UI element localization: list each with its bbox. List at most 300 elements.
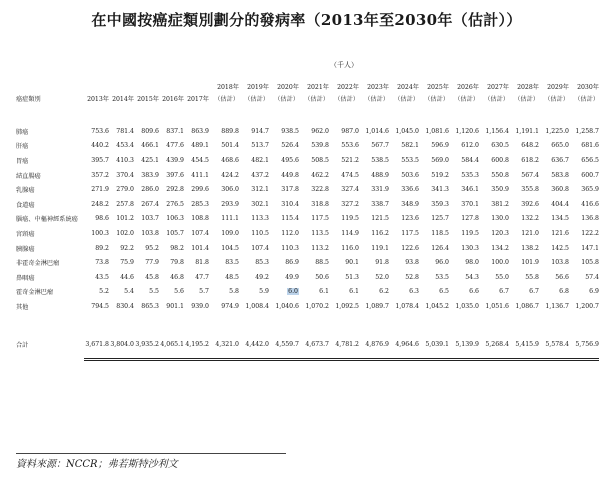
value-cell: 116.0 — [341, 244, 359, 252]
value-cell: 503.6 — [401, 171, 419, 179]
value-cell: 293.9 — [221, 200, 239, 208]
value-cell: 101.2 — [116, 215, 134, 223]
value-cell: 519.2 — [431, 171, 449, 179]
value-cell: 600.7 — [581, 171, 599, 179]
value-cell: 90.1 — [345, 259, 359, 267]
value-cell: 327.4 — [341, 186, 359, 194]
value-cell: 355.8 — [521, 186, 539, 194]
value-cell: 656.5 — [581, 156, 599, 164]
year-column-header: 2028年 （估計） — [514, 84, 539, 103]
value-cell: 439.9 — [166, 156, 184, 164]
value-cell: 285.3 — [191, 200, 209, 208]
value-cell: 681.6 — [581, 142, 599, 150]
category-column-header: 癌症類別 — [16, 96, 41, 103]
year-column-header: 2018年 （估計） — [214, 84, 239, 103]
value-cell: 115.4 — [281, 215, 299, 223]
value-cell: 535.3 — [461, 171, 479, 179]
value-cell: 121.6 — [551, 229, 569, 237]
value-cell: 322.8 — [311, 186, 329, 194]
value-cell: 134.2 — [491, 244, 509, 252]
value-cell: 1,225.0 — [545, 127, 569, 135]
row-label: 腦癌、中樞神經系統癌 — [16, 216, 78, 224]
value-cell: 5,578.4 — [545, 341, 569, 349]
value-cell: 397.6 — [166, 171, 184, 179]
value-cell: 1,156.4 — [485, 127, 509, 135]
row-label: 結直腸癌 — [16, 172, 41, 180]
value-cell: 49.9 — [285, 273, 299, 281]
value-cell: 98.2 — [170, 244, 184, 252]
value-cell: 103.8 — [141, 229, 159, 237]
row-label: 胃癌 — [16, 157, 29, 165]
value-cell: 3,671.8 — [85, 341, 109, 349]
value-cell: 425.1 — [141, 156, 159, 164]
row-label: 乳腺癌 — [16, 187, 35, 195]
value-cell: 567.7 — [371, 142, 389, 150]
value-cell: 1,035.0 — [455, 302, 479, 310]
value-cell: 119.1 — [371, 244, 389, 252]
year-column-header: 2023年 （估計） — [364, 84, 389, 103]
value-cell: 6.9 — [589, 288, 599, 296]
table-row — [16, 124, 599, 139]
value-cell: 100.3 — [91, 229, 109, 237]
value-cell: 130.0 — [491, 215, 509, 223]
value-cell: 86.9 — [285, 259, 299, 267]
value-cell: 1,089.7 — [365, 302, 389, 310]
row-label: 霍奇金淋巴瘤 — [16, 289, 54, 297]
value-cell: 55.8 — [525, 273, 539, 281]
value-cell: 45.8 — [145, 273, 159, 281]
value-cell: 122.2 — [581, 229, 599, 237]
value-cell: 482.1 — [251, 156, 269, 164]
value-cell: 5.7 — [199, 288, 209, 296]
value-cell: 538.5 — [371, 156, 389, 164]
value-cell: 103.8 — [551, 259, 569, 267]
value-cell: 553.5 — [401, 156, 419, 164]
value-cell: 5,139.9 — [455, 341, 479, 349]
value-cell: 122.6 — [401, 244, 419, 252]
table-row — [16, 270, 599, 285]
value-cell: 5.6 — [174, 288, 184, 296]
value-cell: 95.2 — [145, 244, 159, 252]
value-cell: 107.4 — [251, 244, 269, 252]
value-cell: 302.1 — [251, 200, 269, 208]
value-cell: 327.2 — [341, 200, 359, 208]
value-cell: 54.3 — [465, 273, 479, 281]
value-cell: 93.8 — [405, 259, 419, 267]
row-label: 肺癌 — [16, 128, 29, 136]
value-cell: 100.0 — [491, 259, 509, 267]
value-cell: 630.5 — [491, 142, 509, 150]
value-cell: 89.2 — [95, 244, 109, 252]
value-cell: 292.8 — [166, 186, 184, 194]
value-cell: 106.3 — [166, 215, 184, 223]
value-cell: 276.5 — [166, 200, 184, 208]
value-cell: 5.5 — [149, 288, 159, 296]
year-column-header: 2022年 （估計） — [334, 84, 359, 103]
value-cell: 474.5 — [341, 171, 359, 179]
value-cell: 596.9 — [431, 142, 449, 150]
table-row — [16, 255, 599, 270]
value-cell: 794.5 — [91, 302, 109, 310]
value-cell: 1,040.6 — [275, 302, 299, 310]
value-cell: 648.2 — [521, 142, 539, 150]
value-cell: 5.4 — [124, 288, 134, 296]
value-cell: 52.0 — [375, 273, 389, 281]
value-cell: 939.0 — [191, 302, 209, 310]
value-cell: 103.7 — [141, 215, 159, 223]
value-cell: 331.9 — [371, 186, 389, 194]
value-cell: 55.0 — [495, 273, 509, 281]
value-cell: 312.1 — [251, 186, 269, 194]
value-cell: 416.6 — [581, 200, 599, 208]
value-cell: 468.6 — [221, 156, 239, 164]
value-cell: 359.3 — [431, 200, 449, 208]
value-cell: 1,008.4 — [245, 302, 269, 310]
value-cell: 938.5 — [281, 127, 299, 135]
value-cell: 3,804.0 — [110, 341, 134, 349]
value-cell: 411.1 — [191, 171, 209, 179]
table-row — [16, 197, 599, 212]
value-cell: 119.5 — [461, 229, 479, 237]
value-cell: 489.1 — [191, 142, 209, 150]
value-cell: 111.1 — [221, 215, 239, 223]
value-cell: 77.9 — [145, 259, 159, 267]
value-cell: 6.3 — [409, 288, 419, 296]
value-cell: 5,756.9 — [575, 341, 599, 349]
value-cell: 4,065.1 — [160, 341, 184, 349]
value-cell: 318.8 — [311, 200, 329, 208]
year-column-header: 2026年 （估計） — [454, 84, 479, 103]
value-cell: 521.2 — [341, 156, 359, 164]
value-cell: 1,191.1 — [515, 127, 539, 135]
value-cell: 134.5 — [551, 215, 569, 223]
value-cell: 449.8 — [281, 171, 299, 179]
value-cell: 466.1 — [141, 142, 159, 150]
value-cell: 117.5 — [311, 215, 329, 223]
value-cell: 51.3 — [345, 273, 359, 281]
value-cell: 4,442.0 — [245, 341, 269, 349]
value-cell: 109.0 — [221, 229, 239, 237]
value-cell: 809.6 — [141, 127, 159, 135]
value-cell: 830.4 — [116, 302, 134, 310]
value-cell: 357.2 — [91, 171, 109, 179]
value-cell: 104.5 — [221, 244, 239, 252]
page-title: 在中國按癌症類別劃分的發病率（2013年至2030年（估計）） — [91, 11, 522, 29]
value-cell: 132.2 — [521, 215, 539, 223]
value-cell: 348.9 — [401, 200, 419, 208]
value-cell: 477.6 — [166, 142, 184, 150]
value-cell: 381.2 — [491, 200, 509, 208]
value-cell: 279.0 — [116, 186, 134, 194]
value-cell: 600.8 — [491, 156, 509, 164]
value-cell: 553.6 — [341, 142, 359, 150]
value-cell: 113.2 — [311, 244, 329, 252]
value-cell: 5.8 — [229, 288, 239, 296]
value-cell: 48.5 — [225, 273, 239, 281]
value-cell: 6.1 — [349, 288, 359, 296]
value-cell: 1,120.6 — [455, 127, 479, 135]
value-cell: 1,092.5 — [335, 302, 359, 310]
value-cell: 370.1 — [461, 200, 479, 208]
value-cell: 6.1 — [319, 288, 329, 296]
value-cell: 118.5 — [431, 229, 449, 237]
value-cell: 612.0 — [461, 142, 479, 150]
value-cell: 101.9 — [521, 259, 539, 267]
value-cell: 437.2 — [251, 171, 269, 179]
value-cell: 410.3 — [116, 156, 134, 164]
year-column-header: 2029年 （估計） — [544, 84, 569, 103]
value-cell: 147.1 — [581, 244, 599, 252]
value-cell: 286.0 — [141, 186, 159, 194]
value-cell: 6.0 — [288, 288, 298, 296]
value-cell: 1,078.4 — [395, 302, 419, 310]
year-column-header: 2014年 — [112, 96, 134, 103]
row-label: 鼻咽癌 — [16, 274, 35, 282]
value-cell: 75.9 — [120, 259, 134, 267]
table-row — [16, 168, 599, 183]
value-cell: 4,559.7 — [275, 341, 299, 349]
value-cell: 50.6 — [315, 273, 329, 281]
value-cell: 123.6 — [401, 215, 419, 223]
value-cell: 317.8 — [281, 186, 299, 194]
value-cell: 88.5 — [315, 259, 329, 267]
value-cell: 299.6 — [191, 186, 209, 194]
value-cell: 46.8 — [170, 273, 184, 281]
value-cell: 5,039.1 — [425, 341, 449, 349]
value-cell: 350.9 — [491, 186, 509, 194]
value-cell: 1,136.7 — [545, 302, 569, 310]
value-cell: 4,195.2 — [185, 341, 209, 349]
table-row — [16, 285, 599, 300]
value-cell: 98.6 — [95, 215, 109, 223]
value-cell: 6.2 — [379, 288, 389, 296]
value-cell: 310.4 — [281, 200, 299, 208]
table-row — [16, 153, 599, 168]
value-cell: 83.5 — [225, 259, 239, 267]
value-cell: 665.0 — [551, 142, 569, 150]
incidence-table — [16, 78, 599, 361]
value-cell: 5,415.9 — [515, 341, 539, 349]
value-cell: 110.3 — [281, 244, 299, 252]
unit-label: （千人） — [330, 61, 358, 69]
value-cell: 257.8 — [116, 200, 134, 208]
value-cell: 52.8 — [405, 273, 419, 281]
value-cell: 108.8 — [191, 215, 209, 223]
year-column-header: 2017年 — [187, 96, 209, 103]
value-cell: 338.7 — [371, 200, 389, 208]
value-cell: 440.2 — [91, 142, 109, 150]
table-row — [16, 139, 599, 154]
value-cell: 370.4 — [116, 171, 134, 179]
table-row — [16, 241, 599, 256]
value-cell: 567.4 — [521, 171, 539, 179]
value-cell: 341.3 — [431, 186, 449, 194]
value-cell: 360.8 — [551, 186, 569, 194]
year-column-header: 2021年 （估計） — [304, 84, 329, 103]
value-cell: 395.7 — [91, 156, 109, 164]
value-cell: 636.7 — [551, 156, 569, 164]
value-cell: 1,200.7 — [575, 302, 599, 310]
value-cell: 91.8 — [375, 259, 389, 267]
value-cell: 96.0 — [435, 259, 449, 267]
value-cell: 56.6 — [555, 273, 569, 281]
year-column-header: 2015年 — [137, 96, 159, 103]
year-column-header: 2025年 （估計） — [424, 84, 449, 103]
source-divider — [16, 453, 286, 454]
value-cell: 92.2 — [120, 244, 134, 252]
value-cell: 117.5 — [401, 229, 419, 237]
value-cell: 837.1 — [166, 127, 184, 135]
value-cell: 583.8 — [551, 171, 569, 179]
value-cell: 889.8 — [221, 127, 239, 135]
value-cell: 974.9 — [221, 302, 239, 310]
value-cell: 85.3 — [255, 259, 269, 267]
value-cell: 863.9 — [191, 127, 209, 135]
value-cell: 126.4 — [431, 244, 449, 252]
value-cell: 383.9 — [141, 171, 159, 179]
value-cell: 618.2 — [521, 156, 539, 164]
value-cell: 136.8 — [581, 215, 599, 223]
row-label: 宮頸癌 — [16, 230, 35, 238]
value-cell: 130.3 — [461, 244, 479, 252]
value-cell: 116.2 — [371, 229, 389, 237]
value-cell: 865.3 — [141, 302, 159, 310]
value-cell: 569.0 — [431, 156, 449, 164]
value-cell: 1,070.2 — [305, 302, 329, 310]
value-cell: 508.5 — [311, 156, 329, 164]
value-cell: 306.0 — [221, 186, 239, 194]
row-label: 其他 — [16, 303, 29, 311]
value-cell: 539.8 — [311, 142, 329, 150]
year-column-header: 2024年 （估計） — [394, 84, 419, 103]
year-column-header: 2019年 （估計） — [244, 84, 269, 103]
value-cell: 105.8 — [581, 259, 599, 267]
row-label: 胰腺癌 — [16, 245, 35, 253]
value-cell: 102.0 — [116, 229, 134, 237]
value-cell: 1,258.7 — [575, 127, 599, 135]
value-cell: 121.0 — [521, 229, 539, 237]
value-cell: 138.2 — [521, 244, 539, 252]
value-cell: 1,081.6 — [425, 127, 449, 135]
row-label: 食道癌 — [16, 201, 35, 209]
year-column-header: 2016年 — [162, 96, 184, 103]
value-cell: 462.2 — [311, 171, 329, 179]
value-cell: 107.4 — [191, 229, 209, 237]
value-cell: 4,876.9 — [365, 341, 389, 349]
value-cell: 453.4 — [116, 142, 134, 150]
row-label: 合計 — [16, 342, 29, 350]
value-cell: 47.7 — [195, 273, 209, 281]
value-cell: 454.5 — [191, 156, 209, 164]
value-cell: 44.6 — [120, 273, 134, 281]
table-row — [16, 182, 599, 197]
value-cell: 6.5 — [439, 288, 449, 296]
value-cell: 114.9 — [341, 229, 359, 237]
value-cell: 392.6 — [521, 200, 539, 208]
value-cell: 6.7 — [529, 288, 539, 296]
value-cell: 53.5 — [435, 273, 449, 281]
value-cell: 1,014.6 — [365, 127, 389, 135]
value-cell: 113.3 — [251, 215, 269, 223]
value-cell: 142.5 — [551, 244, 569, 252]
value-cell: 5.2 — [99, 288, 109, 296]
value-cell: 73.8 — [95, 259, 109, 267]
value-cell: 5.9 — [259, 288, 269, 296]
value-cell: 6.7 — [499, 288, 509, 296]
value-cell: 914.7 — [251, 127, 269, 135]
year-column-header: 2027年 （估計） — [484, 84, 509, 103]
value-cell: 424.2 — [221, 171, 239, 179]
value-cell: 121.5 — [371, 215, 389, 223]
value-cell: 267.4 — [141, 200, 159, 208]
value-cell: 1,045.2 — [425, 302, 449, 310]
value-cell: 4,781.2 — [335, 341, 359, 349]
value-cell: 4,321.0 — [215, 341, 239, 349]
double-underline — [16, 352, 599, 360]
value-cell: 365.9 — [581, 186, 599, 194]
value-cell: 49.2 — [255, 273, 269, 281]
value-cell: 127.8 — [461, 215, 479, 223]
value-cell: 98.0 — [465, 259, 479, 267]
source-note: 資料來源：NCCR；弗若斯特沙利文 — [16, 459, 178, 470]
table-row — [16, 299, 599, 314]
value-cell: 584.4 — [461, 156, 479, 164]
value-cell: 248.2 — [91, 200, 109, 208]
year-column-header: 2030年 （估計） — [574, 84, 599, 103]
year-column-header: 2013年 — [87, 96, 109, 103]
value-cell: 495.6 — [281, 156, 299, 164]
value-cell: 4,964.6 — [395, 341, 419, 349]
value-cell: 81.8 — [195, 259, 209, 267]
value-cell: 4,673.7 — [305, 341, 329, 349]
table-row — [16, 212, 599, 227]
value-cell: 3,935.2 — [135, 341, 159, 349]
value-cell: 43.5 — [95, 273, 109, 281]
value-cell: 987.0 — [341, 127, 359, 135]
value-cell: 526.4 — [281, 142, 299, 150]
total-row — [16, 338, 599, 352]
year-column-header: 2020年 （估計） — [274, 84, 299, 103]
value-cell: 582.1 — [401, 142, 419, 150]
value-cell: 79.8 — [170, 259, 184, 267]
value-cell: 6.8 — [559, 288, 569, 296]
value-cell: 101.4 — [191, 244, 209, 252]
value-cell: 120.3 — [491, 229, 509, 237]
value-cell: 6.6 — [469, 288, 479, 296]
value-cell: 125.7 — [431, 215, 449, 223]
value-cell: 513.7 — [251, 142, 269, 150]
value-cell: 110.5 — [251, 229, 269, 237]
value-cell: 336.6 — [401, 186, 419, 194]
value-cell: 550.8 — [491, 171, 509, 179]
value-cell: 5,268.4 — [485, 341, 509, 349]
value-cell: 901.1 — [166, 302, 184, 310]
value-cell: 1,045.0 — [395, 127, 419, 135]
value-cell: 1,051.6 — [485, 302, 509, 310]
value-cell: 346.1 — [461, 186, 479, 194]
value-cell: 962.0 — [311, 127, 329, 135]
value-cell: 112.0 — [281, 229, 299, 237]
value-cell: 271.9 — [91, 186, 109, 194]
value-cell: 1,086.7 — [515, 302, 539, 310]
table-row — [16, 226, 599, 241]
value-cell: 781.4 — [116, 127, 134, 135]
row-label: 非霍奇金淋巴瘤 — [16, 260, 60, 268]
value-cell: 753.6 — [91, 127, 109, 135]
value-cell: 119.5 — [341, 215, 359, 223]
row-label: 肝癌 — [16, 143, 29, 151]
value-cell: 501.4 — [221, 142, 239, 150]
